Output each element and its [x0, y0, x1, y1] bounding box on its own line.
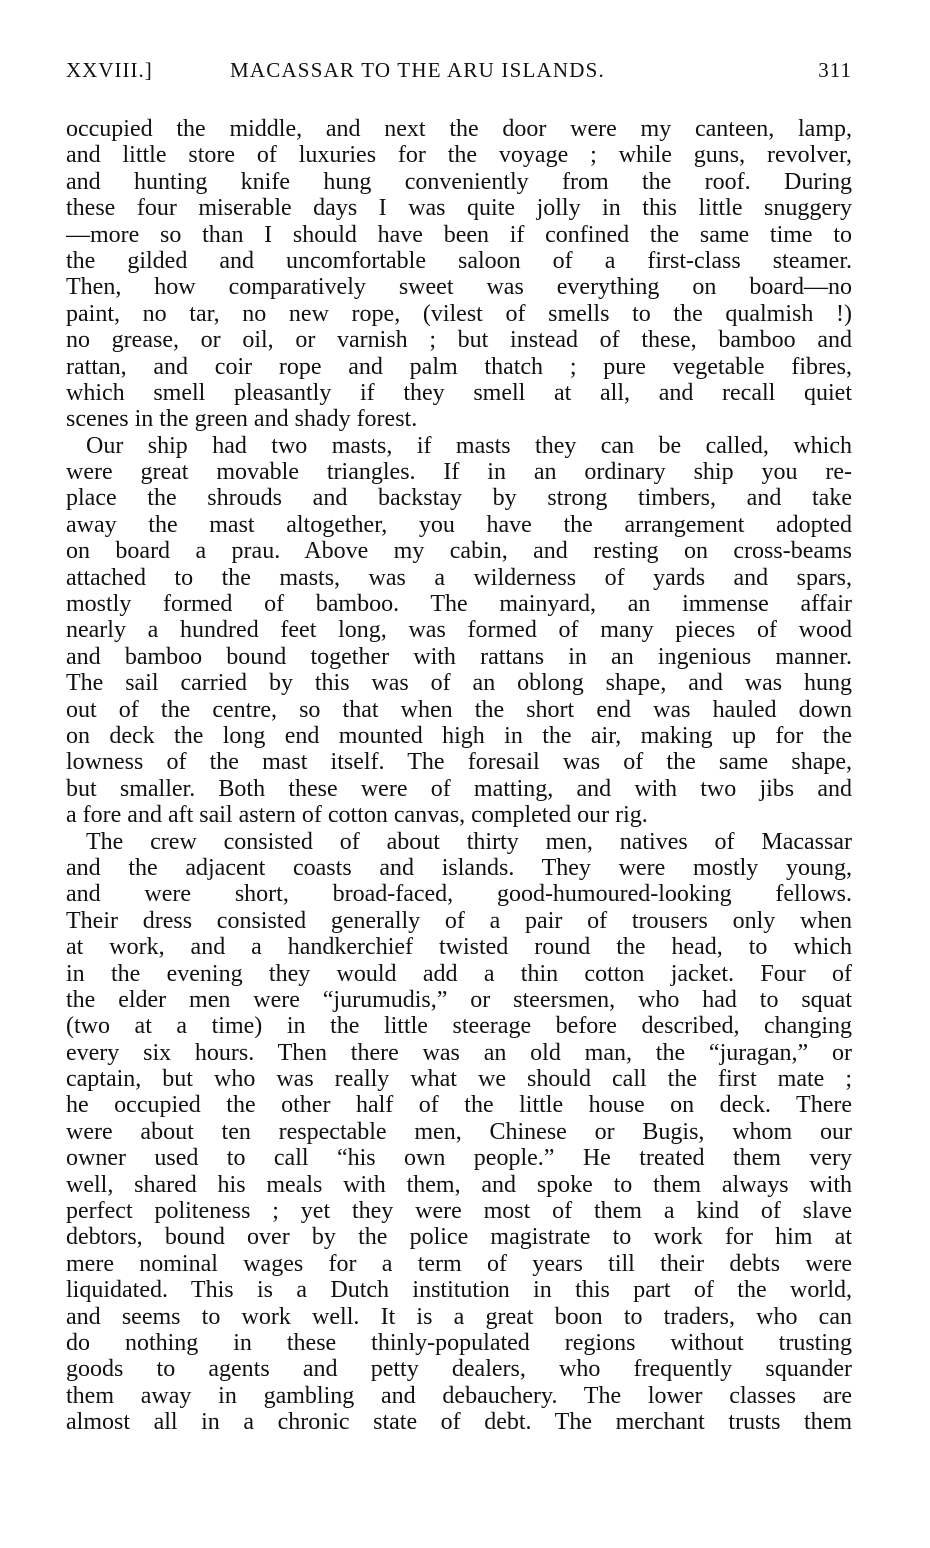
text-line: which smell pleasantly if they smell at all, and recall quiet	[66, 379, 852, 406]
text-line: the elder men were “jurumudis,” or steersmen, who had to squat	[66, 986, 852, 1013]
text-line: and seems to work well. It is a great boon to traders, who can	[66, 1303, 852, 1330]
text-line: captain, but who was really what we should call the first mate ;	[66, 1066, 852, 1093]
text-line: at work, and a handkerchief twisted round the head, to which	[66, 934, 852, 961]
paragraph-end-line: scenes in the green and shady forest.	[66, 406, 418, 433]
text-line: away the mast altogether, you have the arrangement adopted	[66, 511, 852, 538]
text-line: attached to the masts, was a wilderness of yards and spars,	[66, 564, 852, 591]
text-line: the gilded and uncomfortable saloon of a first-class steamer.	[66, 247, 852, 274]
text-line: and were short, broad-faced, good-humoured-looking fellows.	[66, 881, 852, 908]
paragraph-start-line: Our ship had two masts, if masts they can be called, which	[86, 432, 852, 459]
text-line: The sail carried by this was of an oblong shape, and was hung	[66, 670, 852, 697]
page-number: 311	[818, 58, 852, 82]
running-head	[66, 58, 852, 90]
paragraph-end-line: a fore and aft sail astern of cotton canvas, completed our rig.	[66, 802, 648, 829]
text-line: these four miserable days I was quite jolly in this little snuggery	[66, 195, 852, 222]
text-line: perfect politeness ; yet they were most of them a kind of slave	[66, 1198, 852, 1225]
text-line: mostly formed of bamboo. The mainyard, an immense affair	[66, 591, 852, 618]
text-line: out of the centre, so that when the short end was hauled down	[66, 696, 852, 723]
text-line: do nothing in these thinly-populated regions without trusting	[66, 1329, 852, 1356]
text-line: occupied the middle, and next the door were my canteen, lamp,	[66, 116, 852, 142]
text-line: place the shrouds and backstay by strong timbers, and take	[66, 485, 852, 512]
text-line: mere nominal wages for a term of years till their debts were	[66, 1250, 852, 1277]
text-line: debtors, bound over by the police magistrate to work for him at	[66, 1224, 852, 1251]
text-line: in the evening they would add a thin cotton jacket. Four of	[66, 960, 852, 987]
text-line: and bamboo bound together with rattans in an ingenious manner.	[66, 643, 852, 670]
text-line: and little store of luxuries for the voyage ; while guns, revolver,	[66, 142, 852, 169]
text-line: were great movable triangles. If in an ordinary ship you re-	[66, 459, 852, 486]
text-line: liquidated. This is a Dutch institution in this part of the world,	[66, 1277, 852, 1304]
text-line: well, shared his meals with them, and spoke to them always with	[66, 1171, 852, 1198]
body-text	[66, 116, 852, 1436]
text-line: nearly a hundred feet long, was formed of many pieces of wood	[66, 617, 852, 644]
running-title: MACASSAR TO THE ARU ISLANDS.	[230, 58, 605, 82]
text-line: Then, how comparatively sweet was everything on board—no	[66, 274, 852, 301]
text-line: —more so than I should have been if confined the same time to	[66, 221, 852, 248]
text-line: owner used to call “his own people.” He treated them very	[66, 1145, 852, 1172]
text-line: no grease, or oil, or varnish ; but instead of these, bamboo and	[66, 327, 852, 354]
text-line: almost all in a chronic state of debt. The merchant trusts them	[66, 1409, 852, 1436]
text-line: Their dress consisted generally of a pair of trousers only when	[66, 907, 852, 934]
text-line: lowness of the mast itself. The foresail was of the same shape,	[66, 749, 852, 776]
text-line: were about ten respectable men, Chinese or Bugis, whom our	[66, 1118, 852, 1145]
text-line: (two at a time) in the little steerage before described, changing	[66, 1013, 852, 1040]
text-line: every six hours. Then there was an old man, the “juragan,” or	[66, 1039, 852, 1066]
text-line: but smaller. Both these were of matting, and with two jibs and	[66, 775, 852, 802]
text-line: rattan, and coir rope and palm thatch ; pure vegetable fibres,	[66, 353, 852, 380]
paragraph-start-line: The crew consisted of about thirty men, natives of Macassar	[86, 828, 852, 855]
text-line: on board a prau. Above my cabin, and resting on cross-beams	[66, 538, 852, 565]
text-line: and the adjacent coasts and islands. They were mostly young,	[66, 854, 852, 881]
text-line: and hunting knife hung conveniently from the roof. During	[66, 168, 852, 195]
text-line: paint, no tar, no new rope, (vilest of smells to the qualmish !)	[66, 300, 852, 327]
text-line: goods to agents and petty dealers, who frequently squander	[66, 1356, 852, 1383]
text-line: on deck the long end mounted high in the air, making up for the	[66, 722, 852, 749]
text-line: he occupied the other half of the little house on deck. There	[66, 1092, 852, 1119]
chapter-number: XXVIII.]	[66, 58, 153, 82]
text-line: them away in gambling and debauchery. The lower classes are	[66, 1382, 852, 1409]
